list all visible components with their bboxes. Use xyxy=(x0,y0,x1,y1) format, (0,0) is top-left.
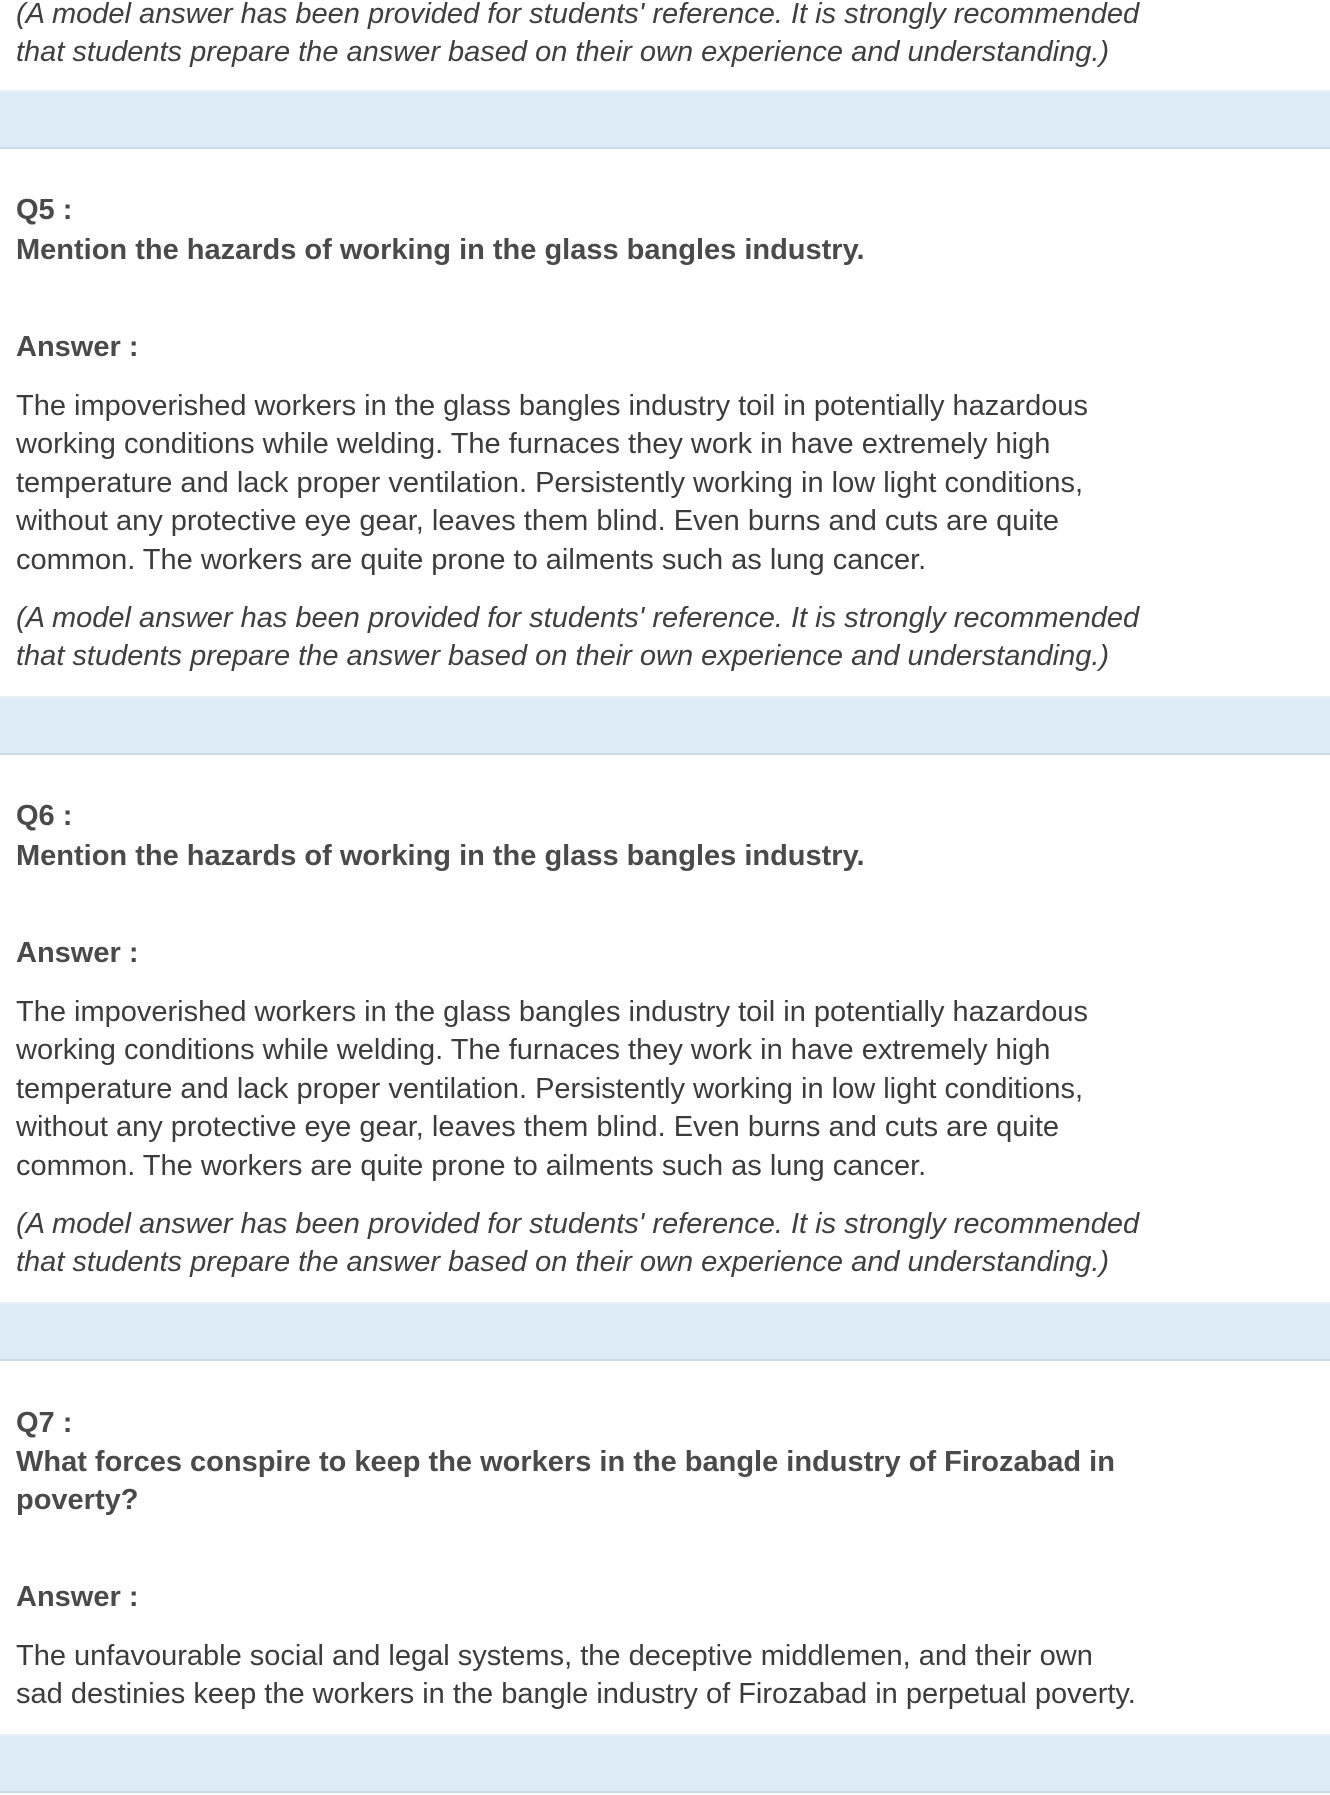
model-answer-note-line: that students prepare the answer based on their own experience and understanding.) xyxy=(16,36,1110,69)
answer-text-line: common. The workers are quite prone to ailments such as lung cancer. xyxy=(16,1149,927,1182)
question-number: Q6 : xyxy=(16,800,73,832)
model-answer-note-line: that students prepare the answer based on their own experience and understanding.) xyxy=(16,1246,1110,1279)
answer-text-line: working conditions while welding. The furnaces they work in have extremely high xyxy=(16,1034,1051,1067)
section-divider xyxy=(0,90,1330,149)
answer-text-line: The impoverished workers in the glass bangles industry toil in potentially hazardous xyxy=(16,996,1088,1028)
answer-heading: Answer : xyxy=(16,331,139,363)
model-answer-note xyxy=(16,0,1139,72)
answer-text-line: temperature and lack proper ventilation. Persistently working in low light conditions, xyxy=(16,466,1084,499)
question-text xyxy=(16,1443,1115,1520)
answer-heading: Answer : xyxy=(16,937,139,969)
answer-text xyxy=(16,1637,1136,1714)
section-divider xyxy=(0,696,1330,755)
question-number: Q7 : xyxy=(16,1407,73,1439)
question-text-line: What forces conspire to keep the workers in the bangle industry of Firozabad in xyxy=(16,1446,1115,1478)
answer-text xyxy=(16,387,1088,579)
answer-text-line: without any protective eye gear, leaves them blind. Even burns and cuts are quite xyxy=(16,505,1060,538)
model-answer-note-line: that students prepare the answer based on their own experience and understanding.) xyxy=(16,640,1110,673)
answer-text-line: common. The workers are quite prone to ailments such as lung cancer. xyxy=(16,543,927,576)
model-answer-note xyxy=(16,1205,1139,1282)
question-number: Q5 : xyxy=(16,194,73,226)
question-text xyxy=(16,837,865,875)
question-text-line: Mention the hazards of working in the glass bangles industry. xyxy=(16,840,865,872)
model-answer-note-line: (A model answer has been provided for students' reference. It is strongly recommended xyxy=(16,0,1140,30)
model-answer-note xyxy=(16,599,1139,676)
answer-text-line: without any protective eye gear, leaves them blind. Even burns and cuts are quite xyxy=(16,1111,1060,1144)
answer-text-line: The unfavourable social and legal systems, the deceptive middlemen, and their own xyxy=(16,1640,1093,1672)
question-text xyxy=(16,231,865,269)
question-text-line: poverty? xyxy=(16,1484,139,1517)
answer-text xyxy=(16,993,1088,1185)
question-text-line: Mention the hazards of working in the glass bangles industry. xyxy=(16,234,865,266)
section-divider xyxy=(0,1734,1330,1793)
section-divider xyxy=(0,1302,1330,1361)
answer-heading: Answer : xyxy=(16,1581,139,1613)
model-answer-note-line: (A model answer has been provided for students' reference. It is strongly recommended xyxy=(16,1208,1140,1240)
model-answer-note-line: (A model answer has been provided for students' reference. It is strongly recommended xyxy=(16,602,1140,634)
answer-text-line: sad destinies keep the workers in the bangle industry of Firozabad in perpetual poverty. xyxy=(16,1678,1136,1711)
answer-text-line: working conditions while welding. The furnaces they work in have extremely high xyxy=(16,428,1051,461)
answer-text-line: temperature and lack proper ventilation. Persistently working in low light conditions, xyxy=(16,1072,1084,1105)
answer-text-line: The impoverished workers in the glass bangles industry toil in potentially hazardous xyxy=(16,390,1088,422)
